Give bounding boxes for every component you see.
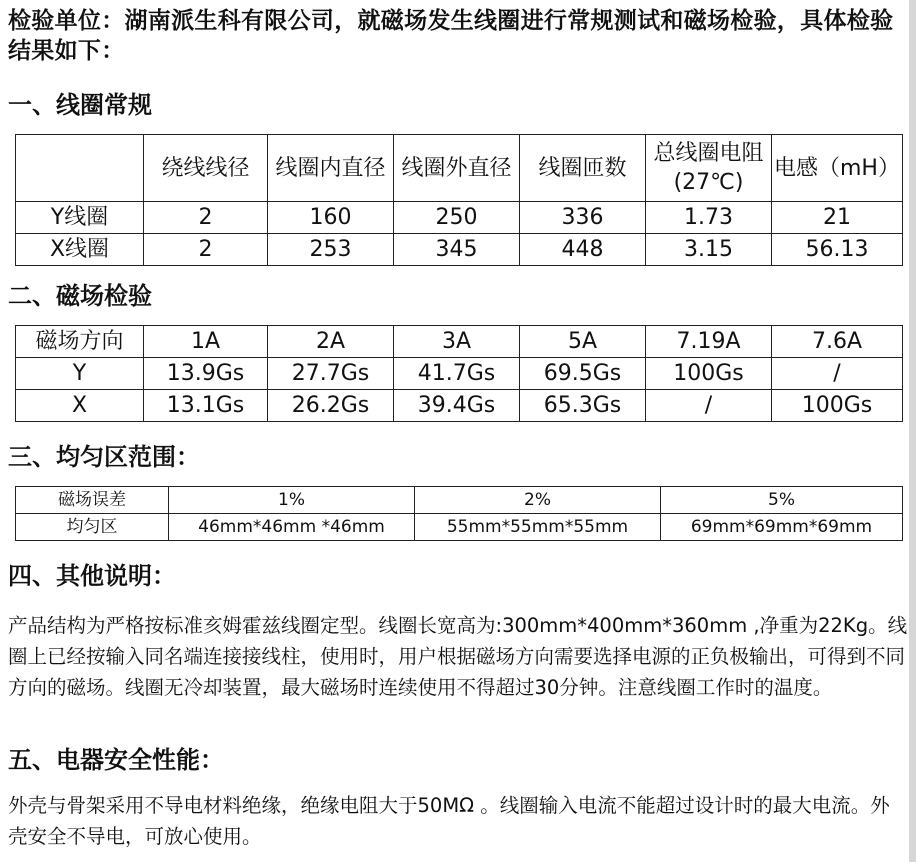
- table-cell: 5A: [520, 326, 646, 358]
- right-edge-stripe: [909, 0, 916, 862]
- table-cell: X线圈: [16, 234, 144, 266]
- table-cell: 253: [268, 234, 394, 266]
- table-cell: 2: [144, 202, 268, 234]
- coil-spec-table: [15, 134, 903, 266]
- table-cell: Y: [16, 358, 144, 390]
- table-cell: 7.6A: [772, 326, 903, 358]
- field-test-table: [15, 325, 903, 422]
- table-cell: 7.19A: [646, 326, 772, 358]
- table-cell: 100Gs: [646, 358, 772, 390]
- table-cell: 39.4Gs: [394, 390, 520, 422]
- table-cell: 100Gs: [772, 390, 903, 422]
- table-cell: 5%: [661, 487, 903, 514]
- table-cell: Y线圈: [16, 202, 144, 234]
- table-cell: 448: [520, 234, 646, 266]
- table-cell: 磁场方向: [16, 326, 144, 358]
- table-row: [16, 202, 903, 234]
- table-cell: 46mm*46mm *46mm: [169, 514, 415, 541]
- table-cell: 1A: [144, 326, 268, 358]
- table-cell: /: [772, 358, 903, 390]
- table-row: [16, 390, 903, 422]
- table-cell: 55mm*55mm*55mm: [415, 514, 661, 541]
- table-cell: 3A: [394, 326, 520, 358]
- section4-heading: 四、其他说明：: [8, 562, 176, 590]
- table-cell: 2: [144, 234, 268, 266]
- table-cell: 21: [772, 202, 903, 234]
- table-cell: 13.9Gs: [144, 358, 268, 390]
- table-cell: 1%: [169, 487, 415, 514]
- header-cell: [16, 135, 144, 202]
- section1-heading: 一、线圈常规: [8, 91, 152, 119]
- table-cell: 13.1Gs: [144, 390, 268, 422]
- intro-paragraph: 检验单位：湖南派生科有限公司，就磁场发生线圈进行常规测试和磁场检验，具体检验结果如下：: [8, 8, 894, 64]
- table-row: [16, 514, 903, 541]
- header-cell: 线圈外直径: [394, 135, 520, 202]
- table-cell: 2A: [268, 326, 394, 358]
- section2-heading: 二、磁场检验: [8, 282, 152, 310]
- table-cell: 65.3Gs: [520, 390, 646, 422]
- header-cell: 总线圈电阻(27℃): [646, 135, 772, 202]
- section5-heading: 五、电器安全性能：: [8, 746, 224, 774]
- section3-heading: 三、均匀区范围：: [8, 443, 200, 471]
- table-cell: 69.5Gs: [520, 358, 646, 390]
- table-row: [16, 487, 903, 514]
- uniform-zone-table: [15, 486, 903, 541]
- header-cell: 线圈匝数: [520, 135, 646, 202]
- header-cell: 线圈内直径: [268, 135, 394, 202]
- table-cell: 2%: [415, 487, 661, 514]
- header-cell: 绕线线径: [144, 135, 268, 202]
- section5-text: 外壳与骨架采用不导电材料绝缘，绝缘电阻大于50MΩ 。线圈输入电流不能超过设计时的最大电流。外壳安全不导电，可放心使用。: [8, 794, 890, 848]
- table-row: [16, 358, 903, 390]
- table-cell: 69mm*69mm*69mm: [661, 514, 903, 541]
- table-cell: 1.73: [646, 202, 772, 234]
- table-row: [16, 234, 903, 266]
- table-cell: 336: [520, 202, 646, 234]
- section4-text: 产品结构为严格按标准亥姆霍兹线圈定型。线圈长宽高为:300mm*400mm*360mm ,净重为22Kg。线圈上已经按输入同名端连接接线柱，使用时，用户根据磁场方向需要选择电源的正负极输出，可得到不同方向的磁场。线圈无冷却装置，最大磁场时连续使用不得超过30分钟。注意线圈工作时的温度。: [8, 614, 908, 699]
- table-cell: 160: [268, 202, 394, 234]
- table-cell: 27.7Gs: [268, 358, 394, 390]
- table-cell: 250: [394, 202, 520, 234]
- table-cell: 41.7Gs: [394, 358, 520, 390]
- table-row: [16, 326, 903, 358]
- table-cell: 26.2Gs: [268, 390, 394, 422]
- table-cell: 均匀区: [16, 514, 169, 541]
- table-cell: 3.15: [646, 234, 772, 266]
- table-cell: 345: [394, 234, 520, 266]
- table-cell: 56.13: [772, 234, 903, 266]
- table-cell: /: [646, 390, 772, 422]
- header-cell: 电感（mH）: [772, 135, 903, 202]
- table-cell: X: [16, 390, 144, 422]
- table-cell: 磁场误差: [16, 487, 169, 514]
- table-header-row: [16, 135, 903, 202]
